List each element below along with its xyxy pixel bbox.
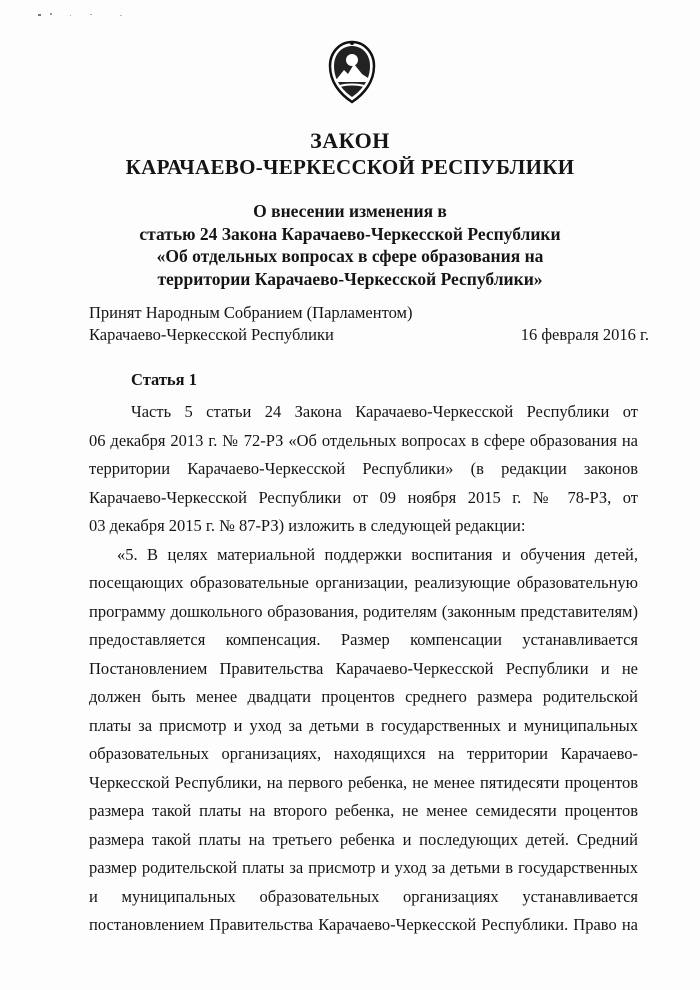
text-line: постановлением Правительства Карачаево-Черкесской Республики. Право на <box>89 915 638 934</box>
text-line: 06 декабря 2013 г. № 72-РЗ «Об отдельных вопросах в сфере образования на <box>89 430 638 450</box>
text-line: образовательных организациях, находящихся на территории Карачаево- <box>89 744 638 763</box>
adoption-line: Принят Народным Собранием (Парламентом) <box>89 303 413 322</box>
text-line: должен быть менее двадцати процентов среднего размера родительской <box>89 687 638 706</box>
text-line: территории Карачаево-Черкесской Республики» (в редакции законов <box>89 459 638 478</box>
law-title <box>0 128 700 180</box>
document-title: ЗАКОН <box>310 128 390 153</box>
text-line: размер родительской платы за присмотр и уход за детьми в государственных <box>89 858 638 877</box>
text-line: размера такой платы на второго ребенка, не менее семидесяти процентов <box>89 801 638 820</box>
text-line: платы за присмотр и уход за детьми в государственных и муниципальных <box>89 715 638 735</box>
article-heading: Статья 1 <box>131 370 197 389</box>
subtitle-line: статью 24 Закона Карачаево-Черкесской Республики <box>139 223 561 244</box>
article-body <box>89 398 638 940</box>
adoption-statement <box>89 302 649 346</box>
law-subtitle <box>0 200 700 290</box>
text-line: посещающих образовательные организации, реализующие образовательную <box>89 573 638 592</box>
text-line: программу дошкольного образования, родителям (законным представителям) <box>89 601 638 621</box>
text-line: размера такой платы на третьего ребенка и последующих детей. Средний <box>89 829 638 849</box>
adoption-row <box>89 324 649 346</box>
adoption-date: 16 февраля 2016 г. <box>520 325 649 344</box>
text-line: Постановлением Правительства Карачаево-Черкесской Республики и не <box>89 658 638 678</box>
subtitle-line: территории Карачаево-Черкесской Республики» <box>157 268 543 289</box>
subtitle-line: О внесении изменения в <box>253 201 447 221</box>
text-line: Часть 5 статьи 24 Закона Карачаево-Черкесской Республики от <box>131 402 638 421</box>
text-line: 03 декабря 2015 г. № 87-РЗ) изложить в следующей редакции: <box>89 516 526 535</box>
text-line: предоставляется компенсация. Размер компенсации устанавливается <box>89 630 638 649</box>
text-line: Карачаево-Черкесской Республики от 09 ноября 2015 г. № 78-РЗ, от <box>89 487 638 507</box>
republic-name: КАРАЧАЕВО-ЧЕРКЕССКОЙ РЕСПУБЛИКИ <box>125 155 575 179</box>
scan-artifacts <box>30 10 150 40</box>
text-line: и муниципальных образовательных организациях устанавливается <box>89 886 638 906</box>
coat-of-arms-emblem-icon <box>326 40 378 104</box>
subtitle-line: «Об отдельных вопросах в сфере образования на <box>156 246 544 266</box>
text-line: «5. В целях материальной поддержки воспитания и обучения детей, <box>117 544 638 564</box>
adoption-body: Карачаево-Черкесской Республики <box>89 325 334 344</box>
text-line: Черкесской Республики, на первого ребенка, не менее пятидесяти процентов <box>89 772 638 792</box>
